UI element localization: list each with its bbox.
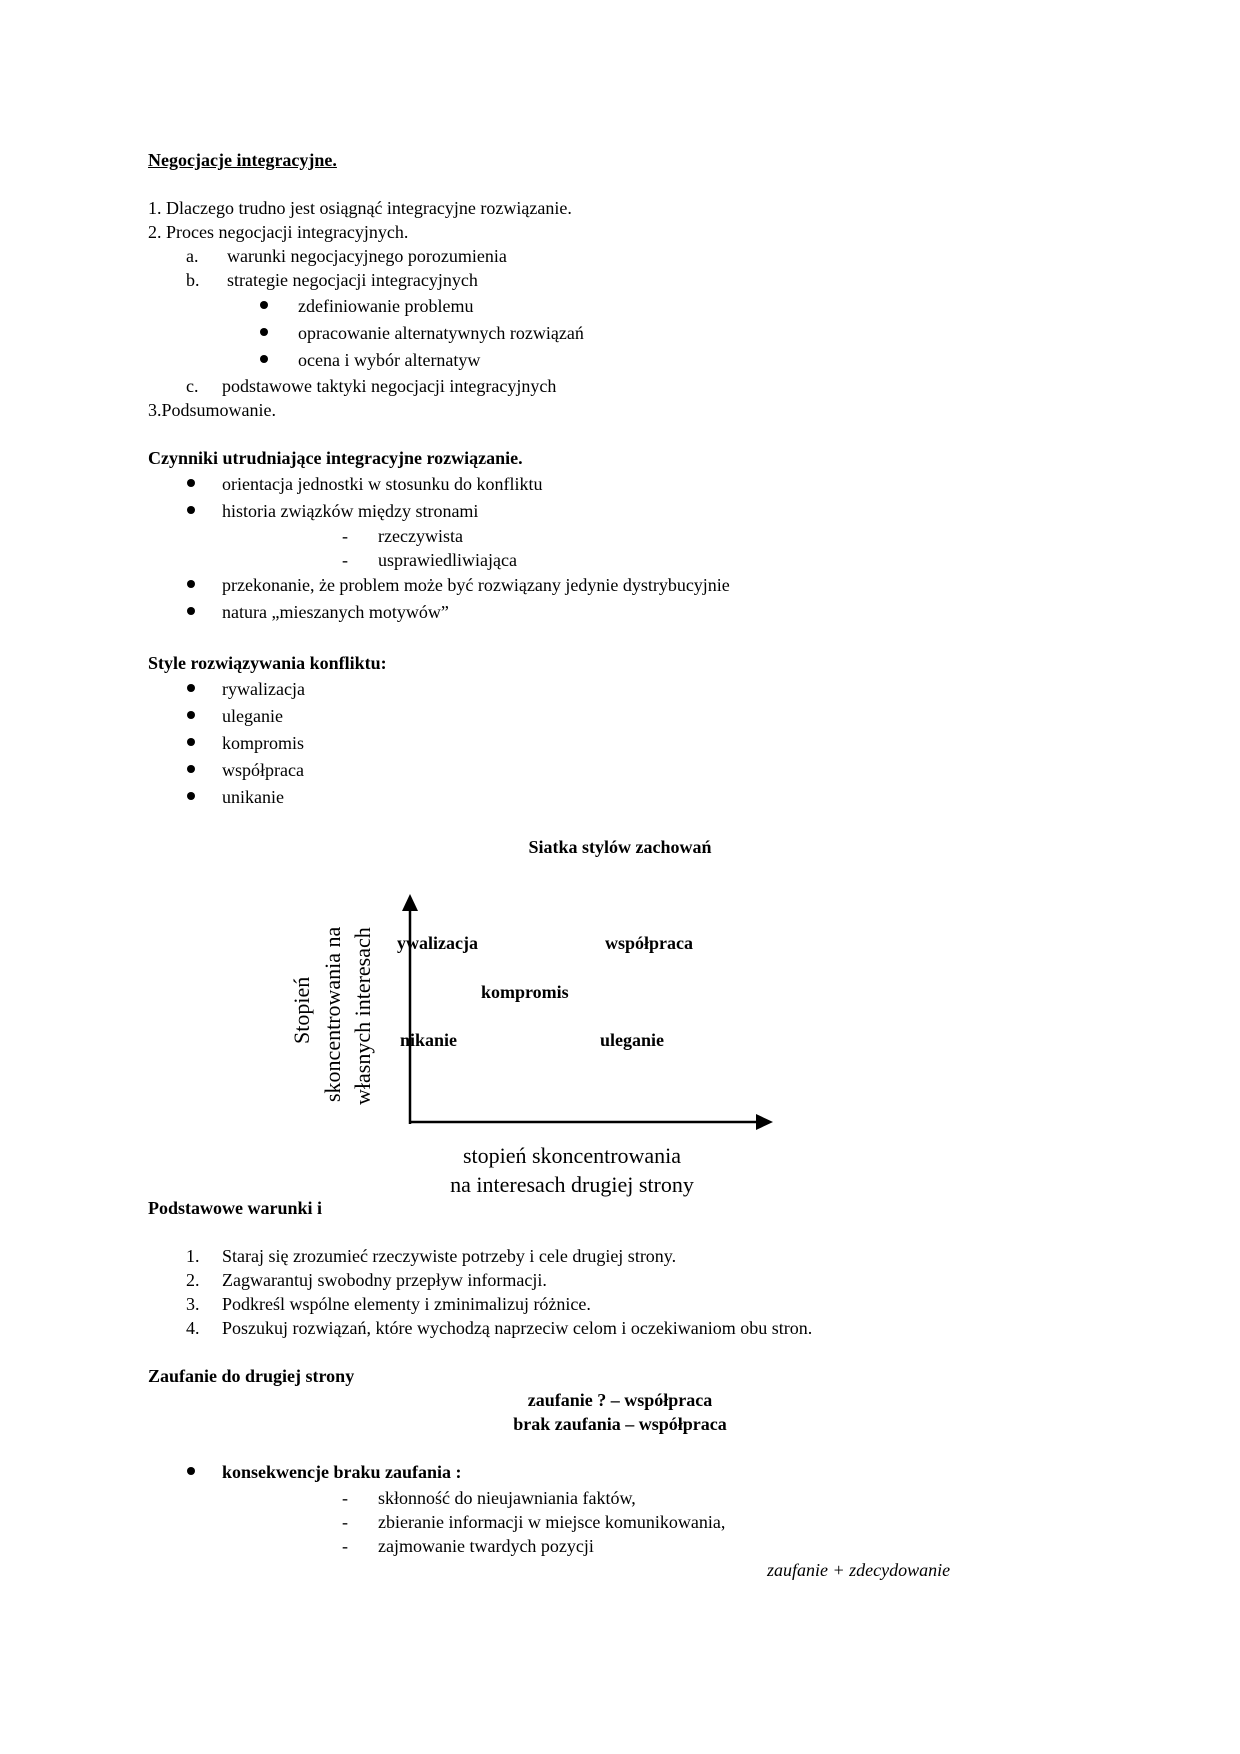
trust-consequence-1: skłonność do nieujawniania faktów,	[378, 1488, 636, 1508]
grid-cell-bottom-left: nikanie	[400, 1030, 458, 1050]
dash-marker: -	[342, 1536, 348, 1556]
outline-b-bullet-2: opracowanie alternatywnych rozwiązań	[298, 323, 584, 343]
dash-marker: -	[342, 1488, 348, 1508]
dash-marker: -	[342, 1512, 348, 1532]
factors-item-4: natura „mieszanych motywów”	[222, 602, 449, 622]
factors-heading: Czynniki utrudniające integracyjne rozwiązanie.	[148, 448, 523, 468]
outline-marker-a: a.	[186, 246, 199, 266]
conditions-heading: Podstawowe warunki i	[148, 1198, 323, 1218]
bullet-icon	[187, 1467, 195, 1475]
y-axis-label-line-2: skoncentrowania na	[320, 926, 345, 1102]
outline-marker-c: c.	[186, 376, 199, 396]
outline-item-b: strategie negocjacji integracyjnych	[227, 270, 478, 290]
factors-item-1: orientacja jednostki w stosunku do konfliktu	[222, 474, 543, 494]
conditions-item-1: Staraj się zrozumieć rzeczywiste potrzeby i cele drugiej strony.	[222, 1246, 677, 1266]
conditions-marker-3: 3.	[186, 1294, 200, 1314]
x-axis-label-line-1: stopień skoncentrowania	[462, 1143, 682, 1168]
styles-item-3: kompromis	[222, 733, 305, 753]
trust-consequences-heading: konsekwencje braku zaufania :	[222, 1462, 462, 1482]
conditions-item-3: Podkreśl wspólne elementy i zminimalizuj różnice.	[222, 1294, 591, 1314]
trust-consequence-2: zbieranie informacji w miejsce komunikowania,	[378, 1512, 726, 1532]
outline-item-3: 3.Podsumowanie.	[148, 400, 276, 420]
outline-item-c: podstawowe taktyki negocjacji integracyjnych	[222, 376, 557, 396]
y-axis-label-line-3: własnych interesach	[350, 927, 375, 1105]
outline-b-bullet-3: ocena i wybór alternatyw	[298, 350, 481, 370]
conditions-item-4: Poszukuj rozwiązań, które wychodzą naprzeciw celom i oczekiwaniom obu stron.	[222, 1318, 813, 1338]
factors-item-2: historia związków między stronami	[222, 501, 479, 521]
outline-item-a: warunki negocjacyjnego porozumienia	[227, 246, 507, 266]
styles-heading: Style rozwiązywania konfliktu:	[148, 653, 387, 673]
styles-item-5: unikanie	[222, 787, 284, 807]
outline-b-bullet-1: zdefiniowanie problemu	[298, 296, 474, 316]
dash-marker: -	[342, 526, 348, 546]
conditions-item-2: Zagwarantuj swobodny przepływ informacji.	[222, 1270, 547, 1290]
styles-item-4: współpraca	[222, 760, 304, 780]
conditions-marker-1: 1.	[186, 1246, 200, 1266]
y-axis-arrow-icon	[402, 894, 418, 911]
trust-line-2: brak zaufania – współpraca	[513, 1414, 727, 1434]
styles-item-2: uleganie	[222, 706, 283, 726]
x-axis-label-line-2: na interesach drugiej strony	[450, 1172, 694, 1197]
outline-item-2: 2. Proces negocjacji integracyjnych.	[148, 222, 409, 242]
outline-item-1: 1. Dlaczego trudno jest osiągnąć integracyjne rozwiązanie.	[148, 198, 572, 218]
trust-line-1: zaufanie ? – współpraca	[527, 1390, 713, 1410]
factors-item-3: przekonanie, że problem może być rozwiązany jedynie dystrybucyjnie	[222, 575, 730, 595]
x-axis-arrow-icon	[756, 1114, 773, 1130]
y-axis-label-line-1: Stopień	[289, 976, 314, 1044]
grid-cell-bottom-right: uleganie	[600, 1030, 665, 1050]
styles-item-1: rywalizacja	[222, 679, 305, 699]
conditions-marker-4: 4.	[186, 1318, 200, 1338]
dash-marker: -	[342, 550, 348, 570]
grid-title: Siatka stylów zachowań	[528, 837, 712, 857]
conditions-marker-2: 2.	[186, 1270, 200, 1290]
factors-sub-item-1: rzeczywista	[378, 526, 463, 546]
grid-cell-top-left: ywalizacja	[397, 933, 478, 953]
grid-cell-top-right: współpraca	[605, 933, 694, 953]
trust-note: zaufanie + zdecydowanie	[767, 1560, 951, 1580]
grid-cell-center: kompromis	[481, 982, 569, 1002]
outline-marker-b: b.	[186, 270, 200, 290]
page-title: Negocjacje integracyjne.	[148, 150, 337, 170]
trust-consequence-3: zajmowanie twardych pozycji	[378, 1536, 594, 1556]
factors-sub-item-2: usprawiedliwiająca	[378, 550, 517, 570]
trust-heading: Zaufanie do drugiej strony	[148, 1366, 355, 1386]
